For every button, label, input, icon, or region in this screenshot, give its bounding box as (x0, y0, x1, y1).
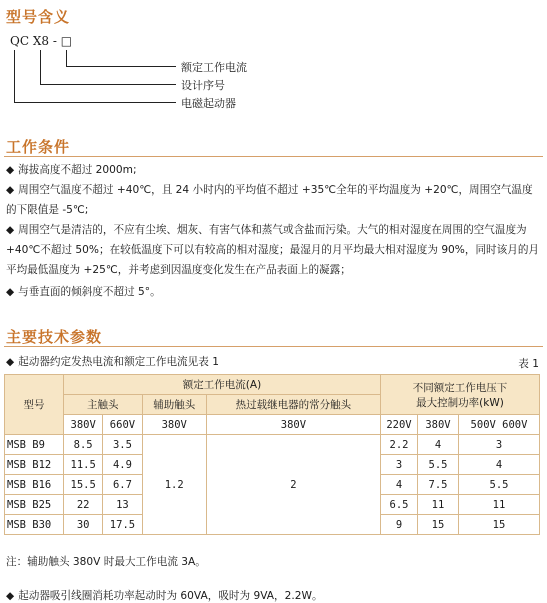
header-v660: 660V (103, 415, 142, 435)
cell-p500: 3 (459, 435, 540, 455)
condition-item: ◆ 周围空气是清洁的，不应有尘埃、烟灰、有害气体和蒸气或含盐而污染。大气的相对湿度在周围的空气温度为 +40℃不超过 50%；在较低温度下可以有较高的相对湿度；最湿月的月平均最大相对湿度为 90%，同时该月的月平均最低温度为 +25℃，并考虑到因温度变化发生在产品表面上的凝露； (6, 220, 541, 280)
cell-main-660: 17.5 (103, 515, 142, 535)
header-v380: 380V (64, 415, 103, 435)
model-code: QC X8 - □ (10, 34, 73, 48)
diagram-label-current: 额定工作电流 (181, 61, 247, 74)
cell-p380: 7.5 (418, 475, 459, 495)
cell-p220: 4 (381, 475, 418, 495)
header-power: 不同额定工作电压下 最大控制功率(kW) (381, 375, 540, 415)
cell-main-660: 6.7 (103, 475, 142, 495)
cell-main-380: 30 (64, 515, 103, 535)
coil-power-item: ◆ 起动器吸引线圈消耗功率起动时为 60VA，吸时为 9VA，2.2W。 (6, 588, 323, 603)
condition-item: ◆ 周围空气温度不超过 +40℃，且 24 小时内的平均值不超过 +35℃全年的平均温度为 +20℃，周围空气温度的下限值是 -5℃; (6, 180, 541, 220)
diagram-line (66, 66, 176, 67)
header-relay-v: 380V (206, 415, 380, 435)
cell-p220: 9 (381, 515, 418, 535)
header-aux-v: 380V (142, 415, 206, 435)
diagram-line (66, 50, 67, 66)
cell-p380: 4 (418, 435, 459, 455)
cell-model: MSB B12 (5, 455, 64, 475)
cell-main-660: 4.9 (103, 455, 142, 475)
cell-main-660: 13 (103, 495, 142, 515)
cell-p500: 11 (459, 495, 540, 515)
section-heading-conditions: 工作条件 (6, 138, 71, 156)
cell-model: MSB B25 (5, 495, 64, 515)
cell-main-380: 11.5 (64, 455, 103, 475)
cell-main-380: 22 (64, 495, 103, 515)
cell-p500: 15 (459, 515, 540, 535)
diagram-line (40, 50, 41, 84)
cell-p220: 3 (381, 455, 418, 475)
condition-item: ◆ 与垂直面的倾斜度不超过 5°。 (6, 282, 541, 302)
cell-p500: 5.5 (459, 475, 540, 495)
diagram-label-design: 设计序号 (181, 79, 225, 92)
header-p380: 380V (418, 415, 459, 435)
condition-item: ◆ 海拔高度不超过 2000m; (6, 160, 541, 180)
cell-p380: 11 (418, 495, 459, 515)
cell-p220: 2.2 (381, 435, 418, 455)
header-aux-contact: 辅助触头 (142, 395, 206, 415)
table-row (5, 435, 540, 455)
cell-p500: 4 (459, 455, 540, 475)
cell-model: MSB B30 (5, 515, 64, 535)
divider (4, 346, 543, 347)
cell-main-380: 8.5 (64, 435, 103, 455)
cell-model: MSB B16 (5, 475, 64, 495)
cell-model: MSB B9 (5, 435, 64, 455)
table-title: ◆ 起动器约定发热电流和额定工作电流见表 1 (6, 354, 219, 369)
table-number: 表 1 (518, 358, 539, 370)
table-note: 注：辅助触头 380V 时最大工作电流 3A。 (6, 556, 206, 568)
cell-relay-value: 2 (206, 435, 380, 535)
diagram-line (40, 84, 176, 85)
header-main-contact: 主触头 (64, 395, 143, 415)
cell-p380: 5.5 (418, 455, 459, 475)
header-rated-current: 额定工作电流(A) (64, 375, 381, 395)
cell-p380: 15 (418, 515, 459, 535)
divider (4, 156, 543, 157)
header-p500-600: 500V 600V (459, 415, 540, 435)
header-p220: 220V (381, 415, 418, 435)
header-relay-contact: 热过载继电器的常分触头 (206, 395, 380, 415)
diagram-line (14, 50, 15, 102)
header-model: 型号 (5, 375, 64, 435)
cell-main-380: 15.5 (64, 475, 103, 495)
cell-main-660: 3.5 (103, 435, 142, 455)
spec-table (4, 374, 540, 535)
section-heading-model: 型号含义 (6, 8, 71, 26)
diagram-label-starter: 电磁起动器 (181, 97, 236, 110)
cell-aux-value: 1.2 (142, 435, 206, 535)
diagram-line (14, 102, 176, 103)
section-heading-tech: 主要技术参数 (6, 328, 103, 346)
cell-p220: 6.5 (381, 495, 418, 515)
